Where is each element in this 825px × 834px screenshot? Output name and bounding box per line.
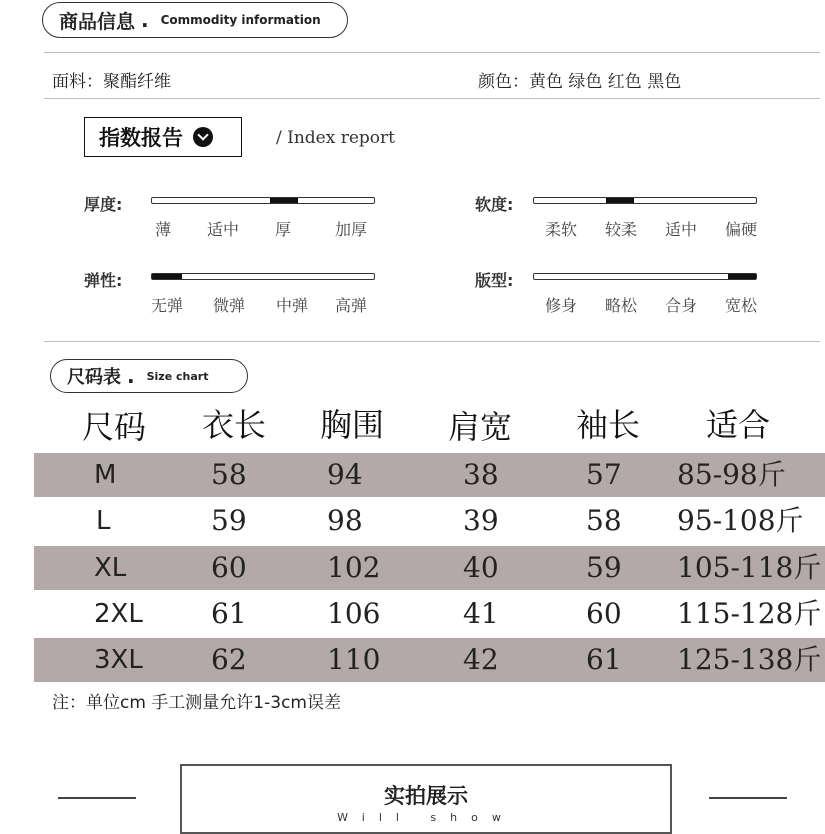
cell-sleeve: 59 — [586, 551, 622, 584]
measurement-note: 注：单位cm 手工测量允许1-3cm误差 — [52, 693, 341, 713]
table-header-chest: 胸围 — [320, 406, 385, 444]
commodity-title: 商品信息 — [59, 10, 136, 33]
table-row — [34, 592, 825, 636]
cell-sleeve: 61 — [586, 643, 622, 676]
table-header-size: 尺码 — [82, 408, 147, 446]
cell-size: XL — [94, 553, 127, 583]
size-chart-title: 尺码表 — [67, 367, 121, 388]
fit-option: 宽松 — [724, 296, 757, 315]
fit-level — [728, 274, 756, 279]
cell-shoulder: 39 — [463, 504, 499, 537]
cell-chest: 98 — [327, 504, 363, 537]
table-row — [34, 453, 825, 497]
fit-bar — [533, 273, 757, 280]
softness-option: 适中 — [664, 220, 697, 239]
cell-sleeve: 57 — [586, 458, 622, 491]
cell-chest: 110 — [327, 643, 381, 676]
cell-length: 62 — [211, 643, 247, 676]
size-chart-dot: . — [127, 364, 135, 388]
table-row — [34, 546, 825, 590]
divider — [44, 98, 820, 99]
cell-weight: 105-118斤 — [677, 551, 822, 584]
cell-length: 58 — [211, 458, 247, 491]
cell-weight: 125-138斤 — [677, 643, 822, 676]
cell-length: 61 — [211, 597, 247, 630]
table-header-shoulder: 肩宽 — [448, 408, 513, 446]
thickness-level — [270, 198, 298, 203]
commodity-info-header — [42, 2, 348, 38]
cell-weight: 115-128斤 — [677, 597, 822, 630]
cell-shoulder: 41 — [463, 597, 499, 630]
softness-option: 柔软 — [544, 220, 577, 239]
elasticity-level — [152, 274, 182, 279]
fit-option: 合身 — [664, 296, 697, 315]
cell-shoulder: 42 — [463, 643, 499, 676]
elasticity-bar — [151, 273, 375, 280]
cell-size: 3XL — [94, 645, 143, 675]
cell-chest: 106 — [327, 597, 381, 630]
cell-size: M — [94, 460, 117, 490]
colors-text: 颜色：黄色 绿色 红色 黑色 — [478, 72, 682, 92]
cell-size: L — [96, 506, 111, 536]
thickness-option: 薄 — [154, 220, 171, 239]
index-subtitle: / Index report — [276, 128, 395, 148]
chevron-down-icon — [193, 127, 213, 147]
cell-chest: 94 — [327, 458, 363, 491]
table-header-sleeve: 袖长 — [576, 406, 641, 444]
size-chart-subtitle: Size chart — [146, 369, 209, 383]
index-report-title — [84, 117, 242, 157]
softness-option: 较柔 — [604, 220, 637, 239]
elasticity-option: 中弹 — [275, 296, 308, 315]
fit-option: 修身 — [544, 296, 577, 315]
cell-length: 59 — [211, 504, 247, 537]
cell-size: 2XL — [94, 599, 143, 629]
table-row — [34, 499, 825, 543]
index-title: 指数报告 — [99, 126, 183, 150]
elasticity-option: 高弹 — [334, 296, 367, 315]
thickness-option: 加厚 — [334, 220, 367, 239]
thickness-label: 厚度: — [84, 195, 123, 214]
cell-length: 60 — [211, 551, 247, 584]
fit-option: 略松 — [604, 296, 637, 315]
commodity-subtitle: Commodity information — [160, 13, 321, 27]
softness-bar — [533, 197, 757, 204]
real-shot-subtitle: Will show — [337, 811, 515, 824]
table-header-length: 衣长 — [202, 406, 267, 444]
thickness-bar — [151, 197, 375, 204]
thickness-option: 适中 — [206, 220, 239, 239]
elasticity-label: 弹性: — [84, 271, 123, 290]
table-row — [34, 638, 825, 682]
cell-weight: 95-108斤 — [677, 504, 804, 537]
divider — [44, 341, 820, 342]
real-shot-title: 实拍展示 — [384, 784, 468, 808]
table-header-fit-weight: 适合 — [706, 406, 771, 444]
softness-level — [606, 198, 634, 203]
decorative-line-right — [709, 797, 787, 799]
elasticity-option: 无弹 — [150, 296, 183, 315]
softness-option: 偏硬 — [724, 220, 757, 239]
cell-chest: 102 — [327, 551, 381, 584]
cell-shoulder: 40 — [463, 551, 499, 584]
softness-label: 软度: — [475, 195, 514, 214]
elasticity-option: 微弹 — [212, 296, 245, 315]
divider — [44, 52, 820, 53]
real-shot-header — [180, 764, 672, 834]
commodity-dot: . — [141, 8, 149, 32]
cell-weight: 85-98斤 — [677, 458, 786, 491]
material-text: 面料：聚酯纤维 — [52, 72, 171, 92]
cell-shoulder: 38 — [463, 458, 499, 491]
cell-sleeve: 60 — [586, 597, 622, 630]
thickness-option: 厚 — [274, 220, 291, 239]
decorative-line-left — [58, 797, 136, 799]
fit-label: 版型: — [475, 271, 514, 290]
size-chart-header — [50, 359, 248, 393]
cell-sleeve: 58 — [586, 504, 622, 537]
